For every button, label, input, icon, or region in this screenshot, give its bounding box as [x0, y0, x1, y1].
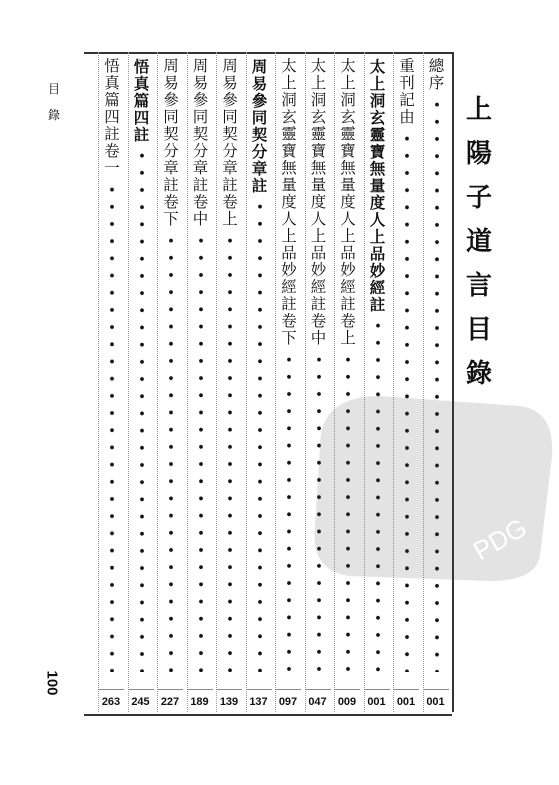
toc-entry-title: 周易參同契分章註 — [251, 57, 268, 195]
page-rule — [98, 689, 124, 690]
leader-dots — [102, 181, 122, 672]
toc-entry-page: 001 — [396, 696, 416, 708]
column-rule — [187, 52, 188, 712]
toc-entry-page: 189 — [190, 696, 209, 708]
toc-entry-page: 137 — [249, 696, 268, 708]
column-rule — [423, 52, 424, 712]
page-rule — [334, 689, 360, 690]
leader-dots — [161, 232, 181, 672]
leader-dots — [220, 232, 240, 672]
toc-entry-page: 009 — [337, 696, 357, 708]
toc-entry-title: 悟真篇四註卷一 — [104, 57, 120, 177]
toc-entry-title: 周易參同契分章註卷上 — [222, 57, 238, 228]
toc-entry-page: 139 — [219, 696, 239, 708]
toc-entry — [157, 52, 183, 712]
toc-entry-title: 悟真篇四註 — [133, 57, 150, 144]
page-number: 100 — [43, 670, 61, 696]
toc-entry-title: 重刊記由 — [399, 57, 415, 126]
column-rule — [334, 52, 335, 712]
page-title: 上陽子道言目錄 — [465, 95, 492, 389]
column-rule — [275, 52, 276, 712]
watermark-stamp-icon — [290, 386, 559, 586]
watermark-text: PDG — [468, 512, 532, 567]
toc-entry — [216, 52, 242, 712]
page-rule — [275, 689, 301, 690]
running-header: 目錄 — [47, 82, 60, 122]
toc-entry-page: 097 — [278, 696, 298, 708]
page-rule — [364, 689, 390, 690]
toc-entry — [305, 52, 331, 712]
page-rule — [187, 689, 213, 690]
toc-entry — [128, 52, 154, 712]
page-rule — [157, 689, 183, 690]
column-rule — [305, 52, 306, 712]
toc-entry — [364, 52, 390, 712]
toc-entry — [275, 52, 301, 712]
toc-entry-title: 周易參同契分章註卷中 — [192, 57, 209, 228]
toc-entry-title: 周易參同契分章註卷下 — [163, 57, 179, 228]
leader-dots — [250, 198, 270, 672]
toc-entry — [246, 52, 272, 712]
toc-entry-page: 047 — [308, 696, 327, 708]
leader-dots — [191, 232, 211, 672]
column-rule — [128, 52, 129, 712]
column-rule — [246, 52, 247, 712]
column-rule — [98, 52, 99, 712]
toc-entry-page: 263 — [101, 696, 121, 708]
page-rule — [393, 689, 419, 690]
column-rule — [393, 52, 394, 712]
toc-entry-title: 太上洞玄靈寶無量度人上品妙經註卷下 — [281, 57, 297, 347]
toc-entry — [187, 52, 213, 712]
leader-dots — [132, 147, 152, 672]
toc-entry-page: 001 — [426, 696, 445, 708]
page-rule — [128, 689, 154, 690]
toc-entry-title: 總序 — [428, 57, 445, 92]
toc-entry-title: 太上洞玄靈寶無量度人上品妙經註 — [369, 57, 386, 314]
toc-entry-title: 太上洞玄靈寶無量度人上品妙經註卷上 — [340, 57, 356, 347]
toc-entry — [334, 52, 360, 712]
column-rule — [216, 52, 217, 712]
toc-entry-page: 001 — [367, 696, 386, 708]
toc-entry — [393, 52, 419, 712]
toc-entry-page: 227 — [160, 696, 180, 708]
column-rule — [157, 52, 158, 712]
page-rule — [246, 689, 272, 690]
toc-entry-page: 245 — [131, 696, 150, 708]
title-divider — [452, 52, 454, 712]
page-rule — [423, 689, 449, 690]
column-rule — [364, 52, 365, 712]
toc-entry — [98, 52, 124, 712]
toc-entry-title: 太上洞玄靈寶無量度人上品妙經註卷中 — [310, 57, 327, 347]
toc-entry — [423, 52, 449, 712]
page-rule — [305, 689, 331, 690]
page-rule — [216, 689, 242, 690]
